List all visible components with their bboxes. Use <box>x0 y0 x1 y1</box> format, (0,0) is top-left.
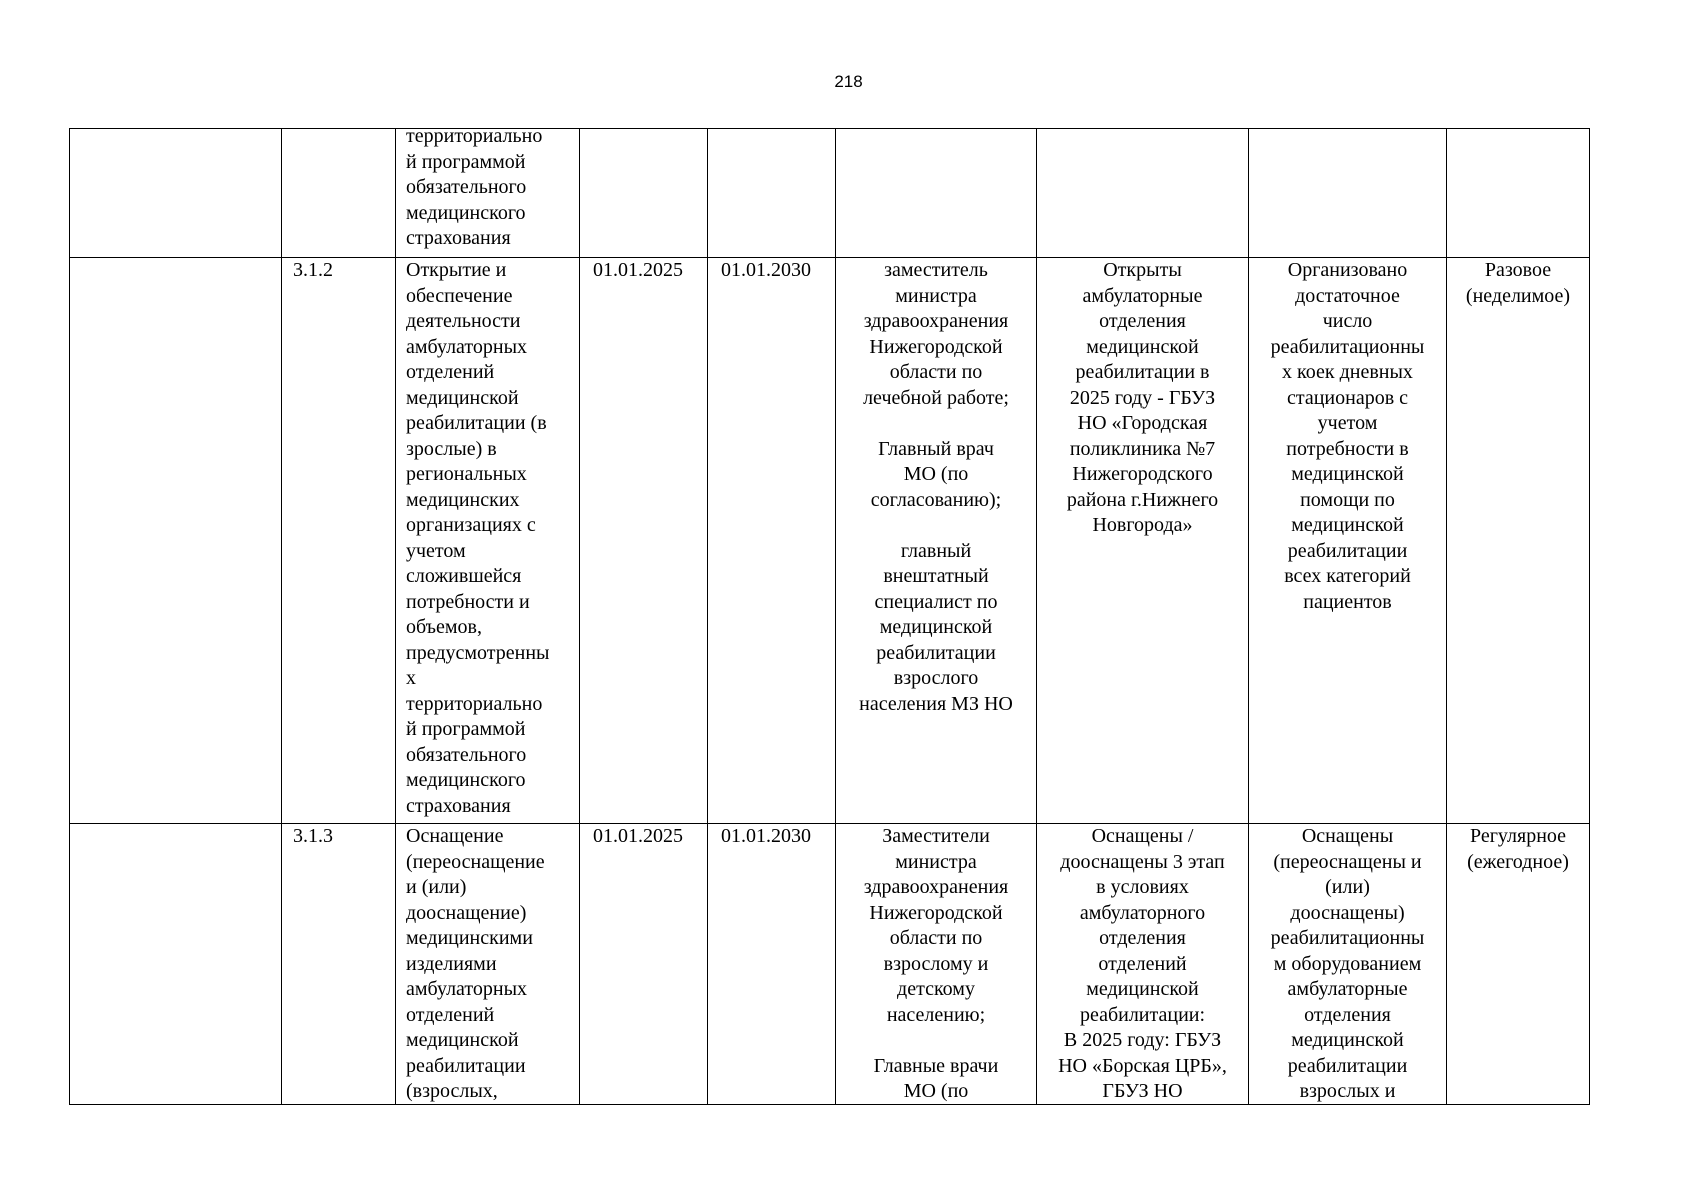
table-cell-result <box>1037 258 1249 824</box>
table-cell-type <box>1447 824 1590 1105</box>
table-cell-type <box>1447 129 1590 258</box>
table-row <box>70 129 1590 258</box>
table-cell-start <box>580 258 708 824</box>
indicator-text: Организовано достаточное число реабилитационны х коек дневных стационаров с учетом потребности в медицинской помощи по медицинской реабилитации всех категорий пациентов <box>1270 259 1425 613</box>
result-text: Оснащены / дооснащены 3 этап в условиях амбулаторного отделения отделений медицинской реабилитации: В 2025 году: ГБУЗ НО «Борская ЦРБ», ГБУЗ НО <box>1058 825 1227 1102</box>
table-cell-start <box>580 824 708 1105</box>
measure-name: территориально й программой обязательного медицинского страхования <box>406 125 543 249</box>
table-cell-result <box>1037 129 1249 258</box>
measure-name: Оснащение (переоснащение и (или) дооснащение) медицинскими изделиями амбулаторных отделений медицинской реабилитации (взрослых, <box>406 825 545 1102</box>
table-cell-indicator <box>1249 824 1447 1105</box>
start-date: 01.01.2025 <box>593 259 683 281</box>
type-text: Разовое (неделимое) <box>1465 259 1571 307</box>
result-text: Открыты амбулаторные отделения медицинской реабилитации в 2025 году - ГБУЗ НО «Городская поликлиника №7 Нижегородского района г.Нижнего Новгорода» <box>1066 259 1219 536</box>
table-row <box>70 824 1590 1105</box>
page-number: 218 <box>834 72 863 91</box>
table-cell-col1 <box>70 258 282 824</box>
table-cell-col1 <box>70 129 282 258</box>
table-cell-start <box>580 129 708 258</box>
measure-number: 3.1.2 <box>293 259 333 281</box>
table-cell-responsible <box>836 258 1037 824</box>
end-date: 01.01.2030 <box>721 259 811 281</box>
responsible-text: заместитель министра здравоохранения Нижегородской области по лечебной работе; Главный врач МО (по согласованию); главный внештатный специалист по медицинской реабилитации взрослого населения МЗ НО <box>859 259 1013 715</box>
measures-table <box>69 125 1590 1105</box>
table-cell-number <box>282 129 396 258</box>
measure-number: 3.1.3 <box>293 825 333 847</box>
indicator-text: Оснащены (переоснащены и (или) дооснащены) реабилитационны м оборудованием амбулаторные отделения медицинской реабилитации взрослых и <box>1270 825 1425 1102</box>
table-cell-responsible <box>836 824 1037 1105</box>
table-cell-number <box>282 824 396 1105</box>
table-cell-result <box>1037 824 1249 1105</box>
table-cell-end <box>708 129 836 258</box>
table-cell-indicator <box>1249 129 1447 258</box>
responsible-text: Заместители министра здравоохранения Нижегородской области по взрослому и детскому населению; Главные врачи МО (по <box>863 825 1009 1102</box>
table-cell-responsible <box>836 129 1037 258</box>
table-cell-number <box>282 258 396 824</box>
end-date: 01.01.2030 <box>721 825 811 847</box>
table-row <box>70 258 1590 824</box>
measure-name: Открытие и обеспечение деятельности амбулаторных отделений медицинской реабилитации (в зрослые) в региональных медицинских организациях с учетом сложившейся потребности и объемов, предусмотренны х территориально й программой обязательного медицинского страхования <box>406 259 550 817</box>
start-date: 01.01.2025 <box>593 825 683 847</box>
table-cell-end <box>708 824 836 1105</box>
table-cell-type <box>1447 258 1590 824</box>
type-text: Регулярное (ежегодное) <box>1467 825 1569 873</box>
table-cell-name <box>396 824 580 1105</box>
table-cell-indicator <box>1249 258 1447 824</box>
table-cell-end <box>708 258 836 824</box>
table-cell-name <box>396 258 580 824</box>
table-cell-col1 <box>70 824 282 1105</box>
table-cell-name <box>396 125 580 258</box>
